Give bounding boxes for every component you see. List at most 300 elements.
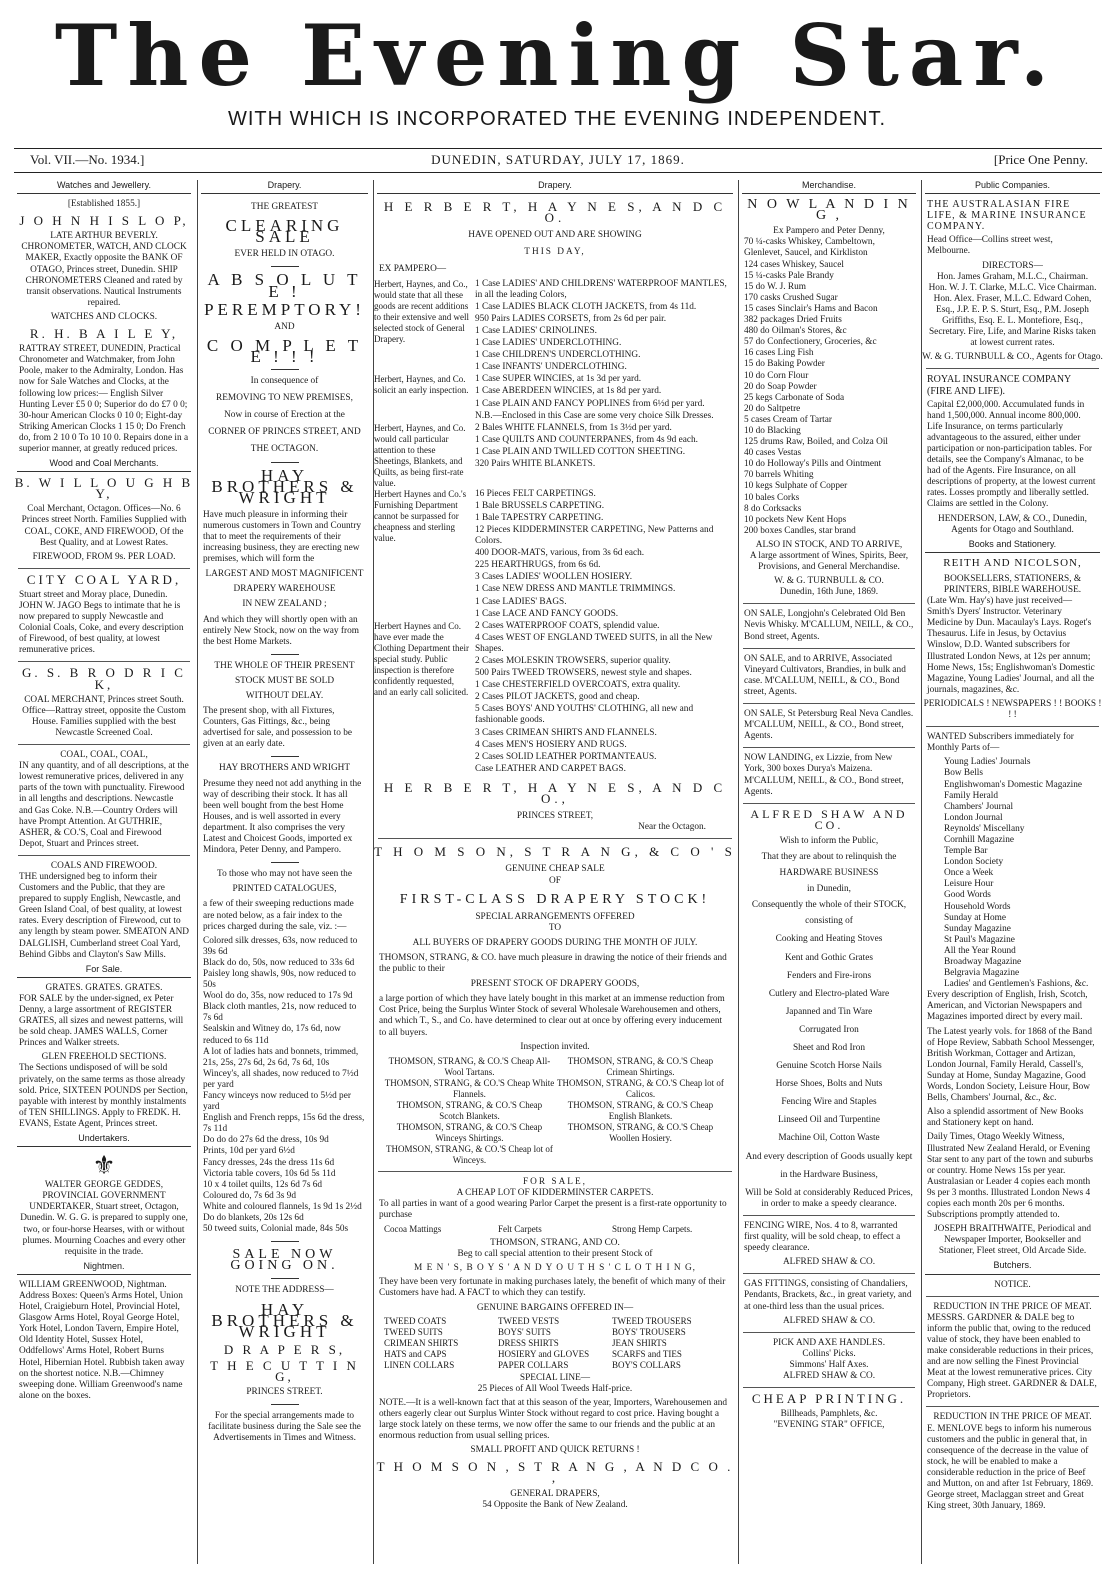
- item-line: 1 Case PLAIN AND TWILLED COTTON SHEETING.: [475, 446, 686, 457]
- newspaper-title: The Evening Star.: [54, 6, 1060, 105]
- hardware-item: Kent and Gothic Grates: [784, 952, 874, 963]
- goods-line: 200 boxes Candles, star brand: [744, 525, 856, 536]
- special-arrangements: For the special arrangements made to facilitate business during the Sale see the Advertisements in Times and Witness.: [208, 1411, 361, 1444]
- item-line: 12 Pieces KIDDERMINSTER CARPETING, New Patterns and Colors.: [475, 524, 714, 547]
- on-sale-3: ON SALE, St Petersburg Real Neva Candles. M'CALLUM, NEILL, & CO., Bond street, Agents.: [744, 709, 914, 742]
- wanted-subscribers: WANTED Subscribers immediately for Monthly Parts of—: [927, 732, 1074, 754]
- magazine-item: St Paul's Magazine: [944, 934, 1015, 945]
- royal-body: Capital £2,000,000. Accumulated funds in hand 1,500,000. Annual income 800,000. Life Insurance, on terms particularly advantageous to the assured, either under participation or non-participation tables. For details, see the Company's Almanac, to be had of the Agents. Fire Insurance, on all descriptions of property, at the lowest current rates. Losses promptly and liberally settled. Claims are settled in the Colony.: [927, 399, 1096, 510]
- side-note: Herbert, Haynes, and Co. would call particular attention to these Sheetings, Blankets, and Quilts, as being first-rate value.: [374, 422, 466, 488]
- top-rule: [14, 148, 1102, 149]
- thomson-strang: T H O M S O N, S T R A N G, & C O ' S: [374, 844, 736, 860]
- clothing-item: BOYS' TROUSERS: [612, 1326, 686, 1337]
- special-offered: SPECIAL ARRANGEMENTS OFFERED: [475, 911, 635, 922]
- ts-line: THOMSON, STRANG, & CO.'S Cheap lot of Winceys.: [386, 1143, 553, 1165]
- goods-line: 10 do Corn Flour: [744, 370, 809, 381]
- clothing-item: CRIMEAN SHIRTS: [384, 1337, 459, 1348]
- item-line: 16 Pieces FELT CARPETINGS.: [475, 488, 596, 499]
- to: TO: [548, 922, 562, 933]
- goods-line: 10 pockets New Kent Hops: [744, 514, 847, 525]
- near-octagon: Near the Octagon.: [638, 822, 706, 833]
- item-line: 1 Case CHILDREN'S UNDERCLOTHING.: [475, 350, 641, 361]
- willoughby-name: B. W I L L O U G H B Y,: [14, 475, 194, 502]
- magazine-item: Englishwoman's Domestic Magazine: [944, 779, 1083, 790]
- hardware-list: [739, 934, 919, 1180]
- goods-line: 125 drums Raw, Boiled, and Colza Oil: [744, 437, 888, 448]
- magazine-item: Household Words: [944, 901, 1011, 912]
- section-header: Nightmen.: [17, 1261, 191, 1275]
- royal-crest-icon: ⚜: [92, 1151, 116, 1181]
- price-line: Wincey's, all shades, now reduced to 7½d per yard: [203, 1068, 359, 1090]
- brodrick-ad: COAL MERCHANT, Princes street South. Office—Rattray street, opposite the Custom House. Families supplied with the best Newcastle Screened Coal.: [22, 694, 186, 738]
- ex-pampero: Ex Pampero and Peter Denny,: [773, 226, 885, 237]
- section-header: Wood and Coal Merchants.: [17, 458, 191, 472]
- magazine-item: Family Herald: [944, 790, 998, 801]
- periodicals: PERIODICALS ! NEWSPAPERS ! ! BOOKS ! ! !: [923, 698, 1102, 721]
- item-line: 2 Cases MOLESKIN TROWSERS, superior quality.: [475, 656, 671, 666]
- ts-line: THOMSON, STRANG, & CO.'S Cheap Winceys Shirtings.: [396, 1121, 543, 1143]
- column-drapery-hay: [197, 180, 371, 1564]
- item-line: 320 Pairs WHITE BLANKETS.: [475, 458, 596, 469]
- items-list: [475, 374, 736, 422]
- directors-label: DIRECTORS—: [982, 260, 1043, 271]
- coal-ad: IN any quantity, and of all descriptions, at the lowest remunerative prices, delivered in any parts of the town with punctuality. Firewood in all lengths and descriptions. Newcastle and Gas Coke. N.B.—Country Orders will have Prompt Attention. At GUTHRIE, ASHER, & CO.'S, Coal and Firewood Depot, Stuart and Princes street.: [19, 761, 189, 849]
- magazine-item: All the Year Round: [944, 945, 1016, 956]
- hislop-ad: LATE ARTHUR BEVERLY. CHRONOMETER, WATCH, AND CLOCK MAKER, Exactly opposite the BANK OF OTAGO, Princes street, Dunedin. SHIP CHRONOMETERS Cleaned and rated by transit observations. Nautical Instruments repaired.: [21, 231, 187, 308]
- goods-line: 10 do Blacking: [744, 425, 801, 436]
- goods-line: 25 kegs Carbonate of Soda: [744, 392, 845, 403]
- magazine-item: London Society: [944, 857, 1004, 868]
- item-line: 1 Case LACE AND FANCY GOODS.: [475, 608, 619, 619]
- item-line: 500 Pairs TWEED TROWSERS, newest style and shapes.: [475, 668, 692, 679]
- presume: Presume they need not add anything in the way of describing their stock. It has all been well bought from the best Home Houses, and is well assorted in every department. It also comprises the very Latest and Choicest Goods, imported ex Mindora, Peter Denny, and Pampero.: [203, 778, 362, 856]
- first-class: FIRST-CLASS DRAPERY STOCK!: [399, 891, 711, 907]
- of: OF: [549, 875, 561, 886]
- item-line: 1 Bale BRUSSELS CARPETING.: [475, 500, 605, 511]
- bargains: GENUINE BARGAINS OFFERED IN—: [476, 1302, 634, 1313]
- gas-fittings: GAS FITTINGS, consisting of Chandaliers, Pendants, Brackets, &c., in great variety, and at one-third less than the usual prices.: [744, 1279, 912, 1312]
- brodrick-name: G. S. B R O D R I C K,: [22, 665, 186, 692]
- ts-line: THOMSON, STRANG, & CO.'S Cheap White Flannels.: [384, 1077, 555, 1099]
- price-list: [198, 936, 371, 1236]
- greatest: THE GREATEST: [251, 202, 318, 213]
- section-header: Undertakers.: [17, 1133, 191, 1147]
- mens-clothing: M E N ' S, B O Y S ' A N D Y O U T H S ' C L O T H I N G,: [414, 1263, 696, 1274]
- section-header: For Sale.: [17, 964, 191, 978]
- item-line: 1 Case LADIES' UNDERCLOTHING.: [475, 338, 622, 349]
- est-line: [Established 1855.]: [67, 199, 141, 210]
- simmons-axes: Simmons' Half Axes.: [789, 1359, 869, 1370]
- goods-line: 57 do Confectionery, Groceries, &c: [744, 337, 877, 348]
- price: [Price One Penny.: [993, 152, 1088, 167]
- goods-line: 16 cases Ling Fish: [744, 348, 814, 359]
- magazine-item: Young Ladies' Journals: [944, 757, 1031, 768]
- all-buyers: ALL BUYERS OF DRAPERY GOODS DURING THE MONTH OF JULY.: [412, 937, 698, 948]
- consisting: consisting of: [805, 916, 853, 927]
- ts-line: THOMSON, STRANG, & CO.'S Cheap Woollen Hosiery.: [567, 1121, 714, 1143]
- hardware-item: Machine Oil, Cotton Waste: [778, 1133, 880, 1144]
- head-office: Head Office—Collins street west, Melbourne.: [927, 235, 1053, 257]
- item-line: 4 Cases WEST OF ENGLAND TWEED SUITS, in all the New Shapes.: [475, 632, 713, 654]
- tweeds-half-price: 25 Pieces of All Wool Tweeds Half-price.: [477, 1383, 633, 1394]
- booksellers: BOOKSELLERS, STATIONERS, & PRINTERS, BIBLE WAREHOUSE.: [943, 573, 1082, 595]
- item-line: 3 Cases CRIMEAN SHIRTS AND FLANNELS.: [475, 727, 657, 738]
- hardware-item: Japanned and Tin Ware: [785, 1006, 873, 1017]
- largest: LARGEST AND MOST MAGNIFICENT: [205, 569, 364, 580]
- item-line: 1 Case ABERDEEN WINCIES, at 1s 8d per yard.: [475, 386, 662, 397]
- genuine-cheap-sale: GENUINE CHEAP SALE: [505, 864, 605, 875]
- goods-line: 20 do Soap Powder: [744, 381, 817, 392]
- new-stock: And which they will shortly open with an entirely New Stock, now on the way from the best Home Markets.: [203, 614, 359, 647]
- opposite-bank: 54 Opposite the Bank of New Zealand.: [482, 1499, 628, 1510]
- masthead: [0, 8, 1114, 131]
- clothing-item: TWEED VESTS: [498, 1315, 560, 1326]
- items-list: [475, 489, 736, 621]
- item-line: 950 Pairs LADIES CORSETS, from 2s 6d per pair.: [475, 313, 667, 324]
- goods-line: 15 cases Sinclair's Hams and Bacon: [744, 303, 878, 314]
- now-landing-2: NOW LANDING, ex Lizzie, from New York, 300 boxes Durya's Maizena. M'CALLUM, NEILL, & CO., Bond street, Agents.: [744, 753, 904, 797]
- cityyard-ad: Stuart street and Moray place, Dunedin. JOHN W. JAGO Begs to intimate that he is now prepared to supply Newcastle and Colonial Coals, Coke, and every description of Firewood, of best quality, at lowest remunerative prices.: [19, 589, 184, 656]
- goods-list: [744, 237, 914, 537]
- dateline-rule: [14, 172, 1102, 173]
- magazine-item: London Journal: [944, 812, 1003, 823]
- ex-pampero: EX PAMPERO—: [379, 264, 447, 275]
- must-be-sold: STOCK MUST BE SOLD: [234, 675, 335, 686]
- new-zealand: IN NEW ZEALAND ;: [242, 599, 327, 610]
- notice: NOTICE.: [994, 1279, 1031, 1290]
- dated: Dunedin, 16th June, 1869.: [779, 587, 879, 598]
- princes-street: PRINCES STREET.: [246, 1387, 323, 1398]
- collins-picks: Collins' Picks.: [802, 1348, 856, 1359]
- item-line: 2 Cases WATERPROOF COATS, splendid value.: [475, 620, 660, 631]
- grates-ad: FOR SALE by the under-signed, ex Peter Denny, a large assortment of REGISTER GRATES, all sizes and newest patterns, will be sold cheap. JAMES WALLS, Corner Princes and Walker streets.: [19, 993, 184, 1049]
- corner: CORNER OF PRINCES STREET, AND: [208, 427, 361, 438]
- ts-line: THOMSON, STRANG, & CO.'S Cheap Crimean Shirtings.: [567, 1055, 714, 1077]
- item-line: 1 Case NEW DRESS AND MANTLE TRIMMINGS.: [475, 584, 676, 595]
- goods-line: 10 bales Corks: [744, 492, 800, 503]
- mat-item: Strong Hemp Carpets.: [612, 1224, 693, 1235]
- item-line: 2 Cases PILOT JACKETS, good and cheap.: [475, 692, 640, 703]
- magazine-item: Broadway Magazine: [944, 957, 1022, 967]
- henderson: HENDERSON, LAW, & CO., Dunedin, Agents for Otago and Southland.: [938, 513, 1087, 535]
- small-profit: SMALL PROFIT AND QUICK RETURNS !: [470, 1445, 640, 1456]
- items-list: [475, 279, 736, 375]
- item-line: 1 Case QUILTS AND COUNTERPANES, from 4s 9d each.: [475, 434, 698, 445]
- cheap-printing: CHEAP PRINTING.: [751, 1391, 907, 1407]
- price-line: Black do do, 50s, now reduced to 33s 6d: [203, 957, 355, 968]
- price-line: Coloured do, 7s 6d 3s 9d: [203, 1190, 296, 1201]
- sale-now: SALE NOW GOING ON.: [230, 1247, 339, 1274]
- price-line: English and French repps, 15s 6d the dress, 7s 11d: [203, 1113, 365, 1135]
- ts-line: THOMSON, STRANG, & CO.'S Cheap lot of Calicos.: [557, 1077, 724, 1099]
- fortunate: They have been very fortunate in making purchases lately, the benefit of which many of their Customers have had. A FACT to which they can testify.: [379, 1277, 726, 1299]
- price-line: Prints, 10d per yard 6½d: [203, 1146, 295, 1157]
- ts-line: THOMSON, STRANG, & CO.'S Cheap Scotch Blankets.: [396, 1099, 543, 1121]
- clothing-item: TWEED COATS: [384, 1315, 447, 1326]
- item-line: 3 Cases LADIES' WOOLLEN HOSIERY.: [475, 572, 633, 583]
- grates-heading: GRATES. GRATES. GRATES.: [45, 982, 163, 993]
- place-date: DUNEDIN, SATURDAY, JULY 17, 1869.: [431, 152, 685, 167]
- daily-times: Daily Times, Otago Weekly Witness, Illustrated New Zealand Herald, or Evening Star sent to any part of the town and suburbs or country. Home News 15s per year. Australasian or Leader 4 copies each month 9s per 3 months. Illustrated London News 4 copies each month 20s per 6 months. Subscriptions promptly attended to.: [927, 1132, 1094, 1221]
- geddes-name: WALTER GEORGE GEDDES,: [44, 1180, 164, 1191]
- warehouse: DRAPERY WAREHOUSE: [233, 584, 336, 595]
- item-line: 1 Case LADIES' BAGS.: [475, 596, 567, 607]
- firewood-line: FIREWOOD, FROM 9s. PER LOAD.: [32, 551, 176, 562]
- whole: THE WHOLE OF THEIR PRESENT: [214, 660, 355, 671]
- dateline: [14, 152, 1102, 170]
- alfred-shaw-2: ALFRED SHAW & CO.: [782, 1257, 876, 1268]
- section-header: Watches and Jewellery.: [17, 180, 191, 194]
- course: Now in course of Erection at the: [224, 410, 345, 421]
- bailey-ad: RATTRAY STREET, DUNEDIN, Practical Chronometer and Watchmaker, from John Poole, maker to the Admiralty, London. Has now for Sale Watches and Clocks, at the following low prices:— English Silver Hunting Lever £5 0 0; Superior do do £7 0 0; 30-hour American Clocks 0 10 0; Eight-day Striking American Clocks 1 15 0; Do French do, from 2 10 0 To 10 10 0. Repairs done in a superior manner, at greatly reduced prices.: [19, 344, 189, 454]
- printed-catalogues: PRINTED CATALOGUES,: [232, 884, 337, 895]
- billheads: Billheads, Pamphlets, &c.: [780, 1409, 878, 1420]
- in-dunedin: in Dunedin,: [807, 884, 851, 895]
- royal-insurance: ROYAL INSURANCE COMPANY (FIRE AND LIFE).: [927, 374, 1071, 397]
- the-cutting: T H E C U T T I N G,: [210, 1357, 359, 1384]
- hardware-item: Fencing Wire and Staples: [781, 1097, 877, 1108]
- consequently: Consequently the whole of their STOCK,: [751, 900, 907, 911]
- item-line: 1 Case CHESTERFIELD OVERCOATS, extra quality.: [475, 680, 681, 691]
- cityyard-name: CITY COAL YARD,: [26, 571, 182, 587]
- section-header: Books and Stationery.: [925, 539, 1100, 553]
- about: That they are about to relinquish the: [761, 851, 897, 862]
- item-line: 1 Case INFANTS' UNDERCLOTHING.: [475, 362, 627, 373]
- ts-right-list: [555, 1056, 726, 1166]
- hardware-item: in the Hardware Business,: [780, 1169, 878, 1180]
- goods-line: 15 do Baking Powder: [744, 359, 825, 370]
- newspaper-subtitle: WITH WHICH IS INCORPORATED THE EVENING INDEPENDENT.: [227, 108, 887, 130]
- goods-line: 10 kegs Sulphate of Copper: [744, 481, 848, 492]
- menlove: E. MENLOVE begs to inform his numerous customers and the public in general that, in consequence of the decrease in the value of stock, he will be enabled to make a considerable reduction in the price of Beef and Mutton, on and after 1st February, 1869. George street, Maclaggan street and Great King street, 30th January, 1869.: [927, 1423, 1094, 1512]
- ever-held: EVER HELD IN OTAGO.: [234, 249, 335, 260]
- absolute: A B S O L U T E !: [207, 270, 362, 301]
- and: AND: [274, 321, 295, 332]
- price-line: Victoria table covers, 10s 6d 5s 11d: [203, 1168, 336, 1179]
- octagon: THE OCTAGON.: [250, 444, 319, 455]
- hardware-item: Genuine Scotch Horse Nails: [776, 1061, 882, 1072]
- goods-line: 70 barrels Whiting: [744, 470, 814, 481]
- clothing-item: DRESS SHIRTS: [498, 1337, 559, 1348]
- gardner-dale: MESSRS. GARDNER & DALE beg to inform the public that, owing to the reduced value of stock, they have been enabled to make considerable reductions in their prices, and are now selling the Finest Provincial Meat at the lowest remunerative prices. City Company, High street. GARDNER & DALE, Proprietors.: [927, 1312, 1097, 1401]
- aus-agents: W. & G. TURNBULL & CO., Agents for Otago.: [922, 352, 1103, 363]
- coal-heading: COAL, COAL, COAL,: [60, 750, 148, 761]
- complete: C O M P L E T E ! ! !: [206, 335, 363, 366]
- special-line: SPECIAL LINE—: [519, 1372, 591, 1383]
- coals-ad: THE undersigned beg to inform their Customers and the Public, that they are prepared to supply English, Newcastle, and Green Island Coal, of best quality, at lowest rates. Every description of Firewood, cut to any length by steam power. SMEATON AND DALGLISH, Cumberland street Coal Yard, Behind Gibbs and Clayton's Saw Mills.: [19, 871, 189, 960]
- magazine-item: Bow Bells: [944, 768, 983, 779]
- bailey-name: R. H. B A I L E Y,: [29, 326, 179, 342]
- price-line: Black cloth mantles, 21s, now reduced to 7s 6d: [203, 1002, 357, 1024]
- geddes-ad: PROVINCIAL GOVERNMENT UNDERTAKER, Stuart street, Octagon, Dunedin. W. G. G. is prepared to supply one, two, or four-horse Hearses, with or without plumes. Mourning Coaches and every other requisite in the trade.: [20, 1191, 188, 1257]
- fencing-wire: FENCING WIRE, Nos. 4 to 8, warranted first quality, will be sold cheap, to effect a speedy clearance.: [744, 1220, 901, 1254]
- magazine-item: Temple Bar: [944, 846, 988, 857]
- column-companies-books-butchers: [921, 180, 1103, 1564]
- magazine-item: Once a Week: [944, 868, 994, 879]
- item-line: 5 Cases BOYS' AND YOUTHS' CLOTHING, all new and fashionable goods.: [475, 704, 694, 726]
- goods-line: 40 cases Vestas: [744, 448, 802, 459]
- reith-body: (Late Wm. Hay's) have just received— Smith's Dyers' Instructor. Veterinary Medicine by Dun. Macaulay's Lays. Roget's Thesaurus. Life in Jesus, by Octavius Winslow, D.D. Wanted subscribers for Illustrated London News, at 12s per annum; Home News, 15s; Englishwoman's Domestic Magazine, Young Ladies' Journal, and all the journals, magazines, &c.: [927, 596, 1095, 695]
- hay-body: Have much pleasure in informing their numerous customers in Town and Country that to meet the requirements of their increasing business, they are erecting new premises, which will form the: [203, 509, 361, 565]
- hay-brothers-3: HAY BROTHERS & WRIGHT: [211, 1299, 358, 1341]
- items-list: [475, 621, 736, 776]
- turnbull: W. & G. TURNBULL & CO.: [774, 576, 884, 587]
- item-line: Case LEATHER AND CARPET BAGS.: [475, 763, 626, 774]
- side-note: Herbert Haynes and Co.'s Furnishing Department cannot be surpassed for cheapness and sterling value.: [374, 488, 467, 543]
- price-line: Do do do 27s 6d the dress, 10s 9d: [203, 1135, 329, 1146]
- item-line: 1 Case PLAIN AND FANCY POPLINES from 6½d per yard.: [475, 398, 705, 409]
- consequence: In consequence of: [250, 376, 319, 387]
- alfred-shaw-4: ALFRED SHAW & CO.: [782, 1370, 876, 1381]
- section-header: Merchandise.: [742, 180, 916, 194]
- greenwood-ad: WILLIAM GREENWOOD, Nightman. Address Boxes: Queen's Arms Hotel, Union Hotel, Craigieburn Hotel, Provincial Hotel, Glasgow Arms Hotel, Royal George Hotel, York Hotel, London Tavern, Empire Hotel, Old Identity Hotel, Sussex Hotel, Oddfellows' Arms Hotel, Robert Burns Hotel, Hibernian Hotel. Rubbish taken away on the shortest notice. N.B.—Chimney sweeping done. William Greenwood's name alone on the boxes.: [19, 1279, 185, 1401]
- ts-line: THOMSON, STRANG, & CO.'S Cheap English Blankets.: [567, 1099, 714, 1121]
- wish: Wish to inform the Public,: [779, 835, 879, 846]
- side-note: Herbert, Haynes, and Co., would state that all these goods are recent additions to their extensive and well selected stock of General Drapery.: [374, 278, 469, 344]
- drapers: D R A P E R S,: [223, 1341, 346, 1357]
- clothing-item: HATS and CAPS: [384, 1348, 447, 1359]
- beg-to-call: Beg to call special attention to their present Stock of: [457, 1249, 653, 1260]
- magazine-item: Reynolds' Miscellany: [944, 823, 1025, 834]
- on-sale-1: ON SALE, Longjohn's Celebrated Old Ben Nevis Whisky. M'CALLUM, NEILL, & CO., Bond street, Agents.: [744, 609, 914, 642]
- australasian-insurance: THE AUSTRALASIAN FIRE LIFE, & MARINE INSURANCE COMPANY.: [927, 199, 1087, 233]
- herbert-haynes: H E R B E R T, H A Y N E S, A N D C O.: [383, 199, 727, 226]
- clothing-item: SCARFS and TIES: [612, 1348, 682, 1359]
- glen-heading: GLEN FREEHOLD SECTIONS.: [41, 1052, 167, 1063]
- reduction-heading-2: REDUCTION IN THE PRICE OF MEAT.: [933, 1412, 1092, 1423]
- note-address: NOTE THE ADDRESS—: [235, 1285, 334, 1296]
- assortment: A large assortment of Wines, Spirits, Beer, Provisions, and General Merchandise.: [749, 551, 909, 573]
- item-line: 1 Case LADIES' CRINOLINES.: [475, 325, 598, 336]
- magazine-item: Chambers' Journal: [944, 801, 1014, 812]
- magazine-item: Belgravia Magazine: [944, 968, 1020, 979]
- item-line: 1 Bale TAPESTRY CARPETING.: [475, 512, 604, 523]
- inspection-invited: Inspection invited.: [520, 1041, 590, 1052]
- clothing-item: LINEN COLLARS: [384, 1359, 455, 1370]
- hardware-item: Linseed Oil and Turpentine: [778, 1115, 880, 1126]
- price-line: Paisley long shawls, 90s, now reduced to 50s: [203, 968, 356, 991]
- clothing-item: TWEED TROUSERS: [612, 1315, 692, 1326]
- also-in-stock: ALSO IN STOCK, AND TO ARRIVE,: [755, 539, 903, 550]
- goods-line: 15 do W. J. Rum: [744, 281, 806, 292]
- goods-line: 10 do Holloway's Pills and Ointment: [744, 459, 882, 470]
- herbert-haynes-2: H E R B E R T, H A Y N E S, A N D C O.,: [383, 779, 727, 807]
- hardware-item: Sheet and Rod Iron: [792, 1043, 866, 1053]
- clearing-sale: CLEARING SALE: [225, 216, 344, 247]
- clothing-item: JEAN SHIRTS: [612, 1337, 667, 1348]
- clothing-grid: [384, 1316, 726, 1371]
- star-office: "EVENING STAR" OFFICE,: [773, 1420, 885, 1431]
- now-landing: N O W L A N D I N G ,: [747, 197, 911, 224]
- magazine-item: Good Words: [944, 890, 991, 901]
- price-line: 50 tweed suits, Colonial made, 84s 50s: [203, 1224, 349, 1235]
- reith-nicolson: REITH AND NICOLSON,: [943, 556, 1082, 569]
- present-shop: The present shop, with all Fixtures, Counters, Gas Fittings, &c., being advertised for sale, and possession to be given at an early date.: [203, 706, 352, 750]
- without-delay: WITHOUT DELAY.: [245, 691, 324, 701]
- clothing-item: BOY'S COLLARS: [612, 1359, 681, 1370]
- magazine-item: Leisure Hour: [944, 879, 994, 890]
- magazine-item: Ladies' and Gentlemen's Fashions, &c.: [944, 979, 1089, 990]
- goods-line: 15 ¼-casks Pale Brandy: [744, 270, 834, 281]
- those: To those who may not have seen the: [217, 869, 352, 880]
- removing: REMOVING TO NEW PREMISES,: [216, 393, 353, 404]
- ts-line: THOMSON, STRANG, & CO.'S Cheap All-Wool Tartans.: [388, 1055, 551, 1077]
- price-line: Sealskin and Witney do, 17s 6d, now reduced to 6s 11d: [203, 1024, 341, 1046]
- side-note: Herbert Haynes and Co. have ever made the Clothing Department their special study. Public inspection is therefore confidently requested, and an early call solicited.: [374, 620, 469, 697]
- goods-line: 8 do Corksacks: [744, 503, 802, 514]
- item-line: N.B.—Enclosed in this Case are some very choice Silk Dresses.: [475, 410, 714, 421]
- item-line: 2 Cases SOLID LEATHER PORTMANTEAUS.: [475, 751, 657, 762]
- hislop-name: J O H N H I S L O P,: [19, 213, 189, 229]
- hay-brothers-2: HAY BROTHERS AND WRIGHT: [218, 763, 351, 774]
- this-day: THIS DAY,: [524, 247, 586, 258]
- item-line: 4 Cases MEN'S HOSIERY AND RUGS.: [475, 739, 627, 750]
- price-line: White and coloured flannels, 1s 9d 1s 2½d: [203, 1201, 362, 1212]
- item-line: 225 HEARTHRUGS, from 6s 6d.: [475, 560, 601, 571]
- column-drapery-herbert-thomson: [373, 180, 736, 1564]
- magazine-list: [944, 757, 1103, 990]
- to-all-parties: To all parties in want of a good wearing Parlor Carpet the present is a first-rate opportunity to purchase: [379, 1198, 727, 1220]
- hardware: HARDWARE BUSINESS: [779, 868, 879, 879]
- price-line: Wool do do, 35s, now reduced to 17s 9d: [203, 991, 353, 1002]
- hardware-item: Horse Shoes, Bolts and Nuts: [775, 1079, 883, 1090]
- yearly-vols: The Latest yearly vols. for 1868 of the Band of Hope Review, Sabbath School Messenger, British Workman, Cottager and Artizan, London Journal, Family Herald, Cassell's, Sunday at Home, Sunday Magazine, Good Words, London Society, Leisure Hour, Bow Bells, Chambers' Journal, &c., &c.: [927, 1026, 1095, 1104]
- directors: Hon. James Graham, M.L.C., Chairman. Hon. W. J. T. Clarke, M.L.C. Vice Chairman. Hon. Alex. Fraser, M.L.C. Edward Cohen, Esq., J.P. E. P. S. Sturt, Esq., P.M. Joseph Griffiths, Esq. E. L. Montefiore, Esq., Secretary. Fire, Life, and Marine Risks taken at lowest current rates.: [928, 271, 1097, 349]
- tsc: THOMSON, STRANG, AND CO.: [490, 1238, 620, 1249]
- braithwaite: JOSEPH BRAITHWAITE, Periodical and Newspaper Importer, Bookseller and Stationer, Fleet street, Old Arcade Side.: [934, 1224, 1091, 1257]
- side-note: Herbert, Haynes, and Co. solicit an early inspection.: [374, 374, 469, 396]
- magazine-item: Cornhill Magazine: [944, 834, 1014, 845]
- reduction-heading: REDUCTION IN THE PRICE OF MEAT.: [933, 1301, 1092, 1312]
- clothing-item: BOYS' SUITS: [498, 1326, 551, 1337]
- have-pleasure: THOMSON, STRANG, & CO. have much pleasure in drawing the notice of their friends and the public to their: [379, 952, 727, 975]
- hardware-item: Fenders and Fire-irons: [786, 970, 872, 981]
- goods-line: 124 cases Whiskey, Saucel: [744, 259, 844, 270]
- watches-heading: WATCHES AND CLOCKS.: [50, 311, 158, 322]
- item-line: 400 DOOR-MATS, various, from 3s 6d each.: [475, 548, 645, 559]
- mats-list: [384, 1224, 726, 1235]
- large-portion: a large portion of which they have lately bought in this market at an immense reduction from Cost Price, being the Surplus Winter Stock of several Wholesale Warehousemen and others, and which T., S., and Co. have determined to clear out at once by offering every inducement to all buyers.: [379, 994, 725, 1038]
- goods-line: 5 cases Cream of Tartar: [744, 414, 832, 425]
- clothing-item: TWEED SUITS: [384, 1326, 443, 1337]
- note-paragraph: NOTE.—It is a well-known fact that at this season of the year, Importers, Warehousemen and others eagerly clear out Surplus Winter Stock without regard to cost price. Having bought a large stock lately on these terms, we now offer the same to our friends and the public at an enormous reduction from usual selling prices.: [379, 1397, 728, 1442]
- thomson-strang-2: T H O M S O N , S T R A N G , A N D C O . ,: [376, 1459, 734, 1486]
- willoughby-ad: Coal Merchant, Octagon. Offices—No. 6 Princes street North. Families Supplied with COAL, COKE, AND FIREWOOD, Of the Best Quality, and at Lowest Rates.: [21, 504, 187, 548]
- clothing-item: PAPER COLLARS: [498, 1359, 569, 1370]
- hardware-item: Cooking and Heating Stoves: [775, 934, 883, 945]
- items-list: [475, 423, 736, 489]
- opened-out: HAVE OPENED OUT AND ARE SHOWING: [468, 230, 642, 241]
- item-line: 1 Case LADIES BLACK CLOTH JACKETS, from 4s 11d.: [475, 301, 697, 312]
- for-sale: FOR SALE,: [523, 1176, 587, 1187]
- column-watches-wood-coal: [14, 180, 194, 1564]
- every-description: Every description of English, Irish, Scotch, American, and Victorian Newspapers and Magazines imported direct by every mail.: [927, 990, 1088, 1023]
- mat-item: Cocoa Mattings: [384, 1224, 442, 1235]
- hardware-item: And every description of Goods usually kept: [745, 1151, 913, 1162]
- section-header: Butchers.: [925, 1260, 1100, 1274]
- ts-left-list: [384, 1056, 555, 1166]
- goods-line: 70 ¼-casks Whiskey, Cambeltown, Glenlevet, Saucel, and Kirkliston: [744, 237, 875, 259]
- price-line: 10 x 4 toilet quilts, 12s 6d 7s 6d: [203, 1179, 323, 1190]
- goods-line: 382 packages Dried Fruits: [744, 315, 842, 326]
- item-line: 2 Bales WHITE FLANNELS, from 1s 3½d per yard.: [475, 422, 672, 433]
- magazine-item: Sunday Magazine: [944, 923, 1011, 934]
- section-header: Drapery.: [377, 180, 733, 194]
- hay-brothers: HAY BROTHERS & WRIGHT: [211, 465, 358, 507]
- pick-axe: PICK AND AXE HANDLES.: [772, 1337, 886, 1348]
- hardware-item: Corrugated Iron: [799, 1024, 859, 1035]
- glen-ad: The Sections undisposed of will be sold privately, on the same terms as those already sold. Price, SIXTEEN POUNDS per Section, payable with interest by monthly instalments of TEN SHILLINGS. Apply to FREDK. H. EVANS, Estate Agent, Princes street.: [19, 1063, 188, 1129]
